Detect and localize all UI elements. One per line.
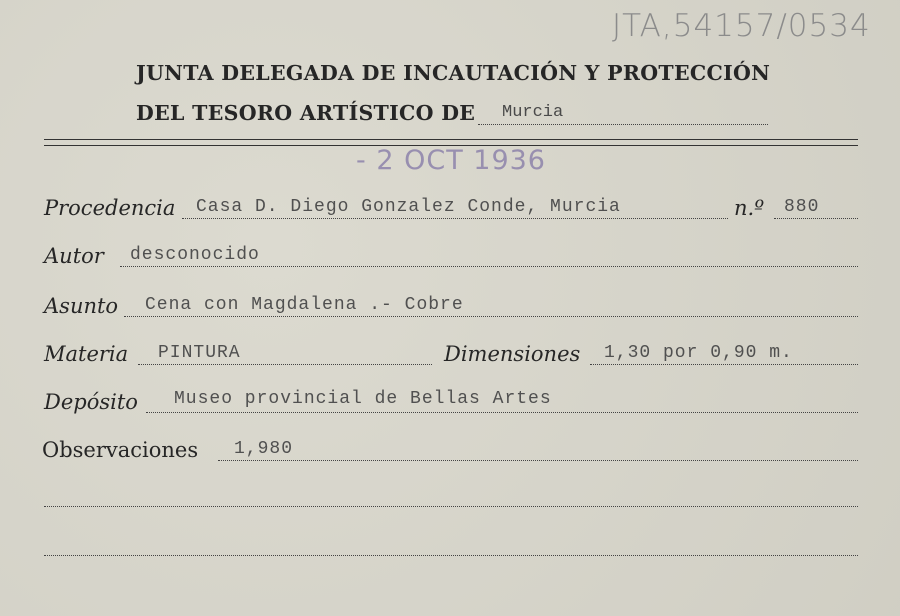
autor-label: Autor	[44, 244, 104, 268]
asunto-label: Asunto	[44, 294, 119, 318]
header-rule-top	[44, 139, 858, 140]
observaciones-value: 1,980	[234, 439, 294, 459]
city-value: Murcia	[502, 103, 564, 122]
header-title-line1: JUNTA DELEGADA DE INCAUTACIÓN Y PROTECCIÓN	[136, 61, 771, 85]
deposito-value: Museo provincial de Bellas Artes	[174, 389, 552, 409]
reference-number: JTA,54157/0534	[612, 8, 871, 44]
city-field	[478, 100, 768, 125]
autor-value: desconocido	[130, 245, 260, 265]
procedencia-value: Casa D. Diego Gonzalez Conde, Murcia	[196, 197, 621, 217]
observaciones-label: Observaciones	[42, 438, 199, 462]
deposito-label: Depósito	[44, 390, 138, 414]
materia-value: PINTURA	[158, 343, 241, 363]
dimensiones-value: 1,30 por 0,90 m.	[604, 343, 793, 363]
numero-label: n.º	[734, 196, 765, 220]
asunto-value: Cena con Magdalena .- Cobre	[145, 295, 464, 315]
blank-line-2	[44, 555, 858, 556]
blank-line-1	[44, 506, 858, 507]
observaciones-field	[218, 438, 858, 461]
procedencia-label: Procedencia	[44, 196, 176, 220]
numero-value: 880	[784, 197, 820, 217]
date-stamp: - 2 OCT 1936	[356, 145, 546, 176]
header-title-line2: DEL TESORO ARTÍSTICO DE	[136, 101, 476, 125]
materia-label: Materia	[44, 342, 129, 366]
dimensiones-label: Dimensiones	[444, 342, 581, 366]
